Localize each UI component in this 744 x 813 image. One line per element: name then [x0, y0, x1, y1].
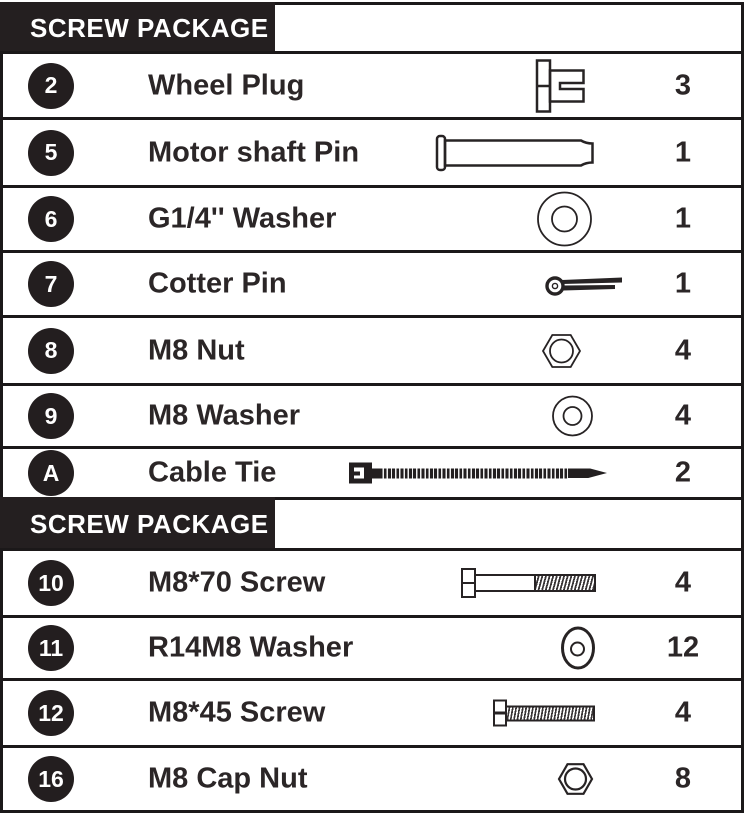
part-quantity: 8	[674, 762, 692, 795]
part-quantity: 1	[674, 136, 692, 168]
section-header-row	[0, 2, 744, 51]
hex-nut-icon	[541, 332, 582, 369]
section-header-label: SCREW PACKAGE B	[30, 508, 296, 539]
part-number-badge: 2	[28, 63, 74, 109]
part-name: M8*70 Screw	[148, 566, 326, 599]
part-quantity: 4	[674, 399, 692, 432]
part-number-badge: A	[28, 450, 74, 496]
part-quantity: 3	[674, 69, 692, 101]
part-number-badge: 7	[28, 261, 74, 307]
part-name: Motor shaft Pin	[148, 136, 360, 168]
flat-washer-icon	[551, 395, 594, 438]
table-row	[0, 250, 744, 315]
hex-bolt-full-thread-icon	[493, 700, 595, 727]
part-number-badge: 10	[28, 560, 74, 606]
cable-tie-icon	[349, 463, 607, 484]
oval-washer-icon	[559, 625, 597, 671]
table-row	[0, 383, 744, 446]
part-name: M8 Cap Nut	[148, 762, 308, 795]
part-quantity: 1	[674, 267, 692, 300]
part-name: Cable Tie	[148, 456, 277, 489]
part-name: G1/4'' Washer	[148, 202, 337, 235]
part-name: R14M8 Washer	[148, 631, 354, 664]
table-row	[0, 548, 744, 615]
table-row	[0, 51, 744, 117]
motor-shaft-pin-icon	[435, 134, 597, 172]
table-row	[0, 315, 744, 383]
flat-washer-large-icon	[536, 191, 593, 248]
table-row	[0, 185, 744, 250]
table-row	[0, 678, 744, 745]
part-name: M8 Nut	[148, 334, 245, 366]
section-header-label: SCREW PACKAGE A	[30, 12, 295, 43]
table-row	[0, 615, 744, 678]
part-number-badge: 11	[28, 625, 74, 671]
part-number-badge: 9	[28, 393, 74, 439]
part-number-badge: 5	[28, 130, 74, 176]
part-quantity: 2	[674, 456, 692, 489]
section-header-row	[0, 497, 744, 548]
section-header-bar	[0, 2, 295, 54]
table-row	[0, 446, 744, 497]
hex-bolt-partial-thread-icon	[461, 568, 596, 598]
part-name: M8*45 Screw	[148, 696, 326, 729]
table-row	[0, 117, 744, 185]
part-number-badge: 12	[28, 690, 74, 736]
part-quantity: 4	[674, 566, 692, 599]
part-number-badge: 8	[28, 328, 74, 374]
table-row	[0, 745, 744, 813]
section-header-bar	[0, 497, 296, 551]
part-quantity: 4	[674, 696, 692, 729]
part-quantity: 12	[666, 631, 700, 664]
part-quantity: 4	[674, 334, 692, 366]
part-quantity: 1	[674, 202, 692, 235]
part-name: Wheel Plug	[148, 69, 305, 101]
part-name: Cotter Pin	[148, 267, 287, 300]
part-number-badge: 16	[28, 756, 74, 802]
cotter-pin-icon	[544, 269, 624, 299]
part-name: M8 Washer	[148, 399, 301, 432]
hardware-table	[0, 2, 744, 813]
part-number-badge: 6	[28, 196, 74, 242]
cap-nut-icon	[557, 762, 594, 796]
wheel-plug-icon	[535, 58, 597, 113]
